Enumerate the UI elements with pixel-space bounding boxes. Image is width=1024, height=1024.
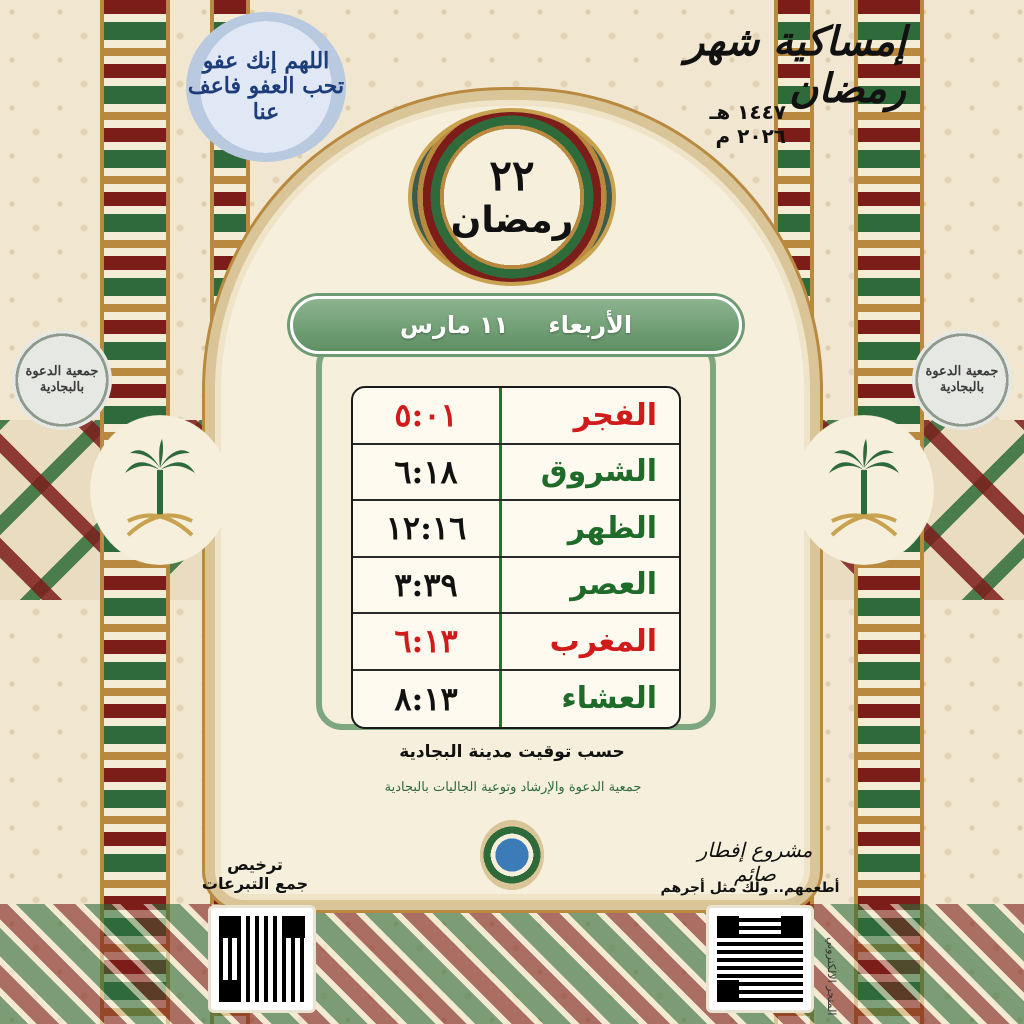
dua-calligraphy-seal [186,12,346,162]
prayer-name: الظهر [499,501,679,556]
prayer-name: الفجر [499,388,679,443]
license-label: ترخيص [227,855,283,874]
gregorian-year: ٢٠٢٦ م [715,124,786,148]
prayer-name: العشاء [499,671,679,728]
license-qr-code[interactable] [208,905,316,1013]
date-ribbon [290,296,742,354]
prayer-row [353,501,679,558]
palm-swords-icon [120,435,200,545]
prayer-row [353,445,679,502]
association-logo-left [12,330,112,430]
project-title: مشروع إفطار صائم [697,838,813,886]
association-logo-right [912,330,1012,430]
day-medallion [412,112,612,282]
page-title: إمساكية شهر رمضان [685,18,906,112]
association-logo-text: جمعية الدعوة بالبجادية [25,364,99,395]
qr-pattern [219,916,305,1002]
prayer-time: ٥:٠١ [394,396,458,435]
month-name: رمضان [450,200,574,241]
decorative-bottom-band [0,904,1024,1024]
association-name-line: جمعية الدعوة والإرشاد وتوعية الجاليات بالبجادية [384,780,642,795]
prayer-name: المغرب [499,614,679,669]
prayer-time: ٦:١٣ [394,622,458,661]
prayer-name: العصر [499,558,679,613]
donation-license [190,855,320,893]
hijri-year: ١٤٤٧ هـ [709,100,786,124]
qr-pattern [717,916,803,1002]
prayer-row [353,671,679,728]
prayer-row [353,558,679,615]
city-timing-note: حسب توقيت مدينة البجادية [399,742,625,762]
gregorian-date-label: ١١ مارس [399,311,509,339]
license-subject: جمع التبرعات [201,874,309,894]
weekday-label: الأربعاء [548,311,633,339]
prayer-row [353,388,679,445]
prayer-time: ٦:١٨ [394,452,458,491]
prayer-time: ٣:٣٩ [394,565,458,604]
prayer-row [353,614,679,671]
store-qr-code[interactable] [706,905,814,1013]
day-number: ٢٢ [489,151,535,200]
saudi-emblem-right [794,415,934,565]
project-slogan: أطعمهم.. ولك مثل أجرهم [660,880,840,896]
dua-text: اللهم إنك عفو تحب العفو فاعف عنا [187,48,345,125]
saudi-emblem-left [90,415,230,565]
prayer-time: ١٢:١٦ [385,509,467,548]
store-label: المتجر الالكتروني [825,936,838,1015]
association-center-logo [480,820,544,890]
palm-swords-icon [824,435,904,545]
prayer-table-frame [316,340,716,730]
prayer-time: ٨:١٣ [394,679,458,718]
prayer-name: الشروق [499,445,679,500]
prayer-times-table [351,386,681,729]
association-logo-text: جمعية الدعوة بالبجادية [925,364,999,395]
